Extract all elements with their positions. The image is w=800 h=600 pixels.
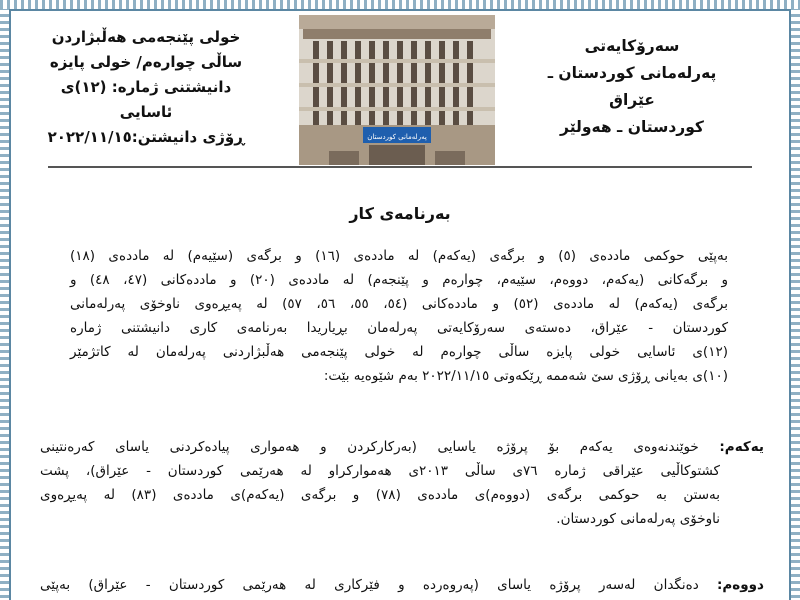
frame-top-border xyxy=(0,0,800,9)
intro-line: کوردستان - عێراق، دەستەی سەرۆکایەتی پەرلەمان بڕیاریدا بەرنامەی کاری دانیشتنی ژمارە xyxy=(70,320,728,336)
parliament-building-image xyxy=(299,15,495,165)
article-text: خوێندنەوەی یەکەم بۆ پرۆژە یاسایی (بەرکارکردن و هەمواری پیادەکردنی یاسای کەرەنتینی xyxy=(40,439,720,455)
article-first xyxy=(40,435,764,531)
article-label: یەکەم: xyxy=(719,439,764,455)
intro-line: بەپێی حوکمی ماددەی (٥) و برگەی (یەکەم) لە ماددەی (١٦) و برگەی (سێیەم) لە ماددەی (١٨) xyxy=(70,248,729,264)
article-line: بەستن بە حوکمی برگەی (دووەم)ی ماددەی (٧٨) و برگەی (یەکەم)ی ماددەی (٨٣) لە پەیڕەوی xyxy=(40,487,720,503)
parliament-line: سەرۆکایەتی xyxy=(584,37,680,55)
parliament-line: پەرلەمانی کوردستان ـ عێراق xyxy=(547,64,717,109)
intro-line: و برگەکانی (یەکەم، دووەم، سێیەم، چوارەم و پێنجەم) لە ماددەی (٢٠) و ماددەکانی (٤٧، ٤٨) و xyxy=(70,272,728,288)
header-divider xyxy=(48,166,752,168)
session-line: ساڵی چوارەم/ خولی پایزە xyxy=(49,53,243,71)
article-line: کشتوکاڵیی عێراقی ژمارە ٧٦ی ساڵی ٢٠١٣ی هەموارکراو لە هەرێمی کوردستان - عێراق)، پشت xyxy=(40,463,720,479)
intro-paragraph xyxy=(70,244,728,388)
article-line: ناوخۆی پەرلەمانی کوردستان. xyxy=(556,511,720,527)
article-first-line xyxy=(40,435,764,459)
intro-line: (١٢)ی ئاسایی خولی پایزە ساڵی چوارەم لە خولی پێنجەمی هەڵبژاردنی پەرلەمان لە کاتژمێر xyxy=(70,344,728,360)
session-line: خولی پێنجەمی هەڵبژاردن xyxy=(51,28,241,46)
article-first-line xyxy=(40,573,764,597)
letterhead xyxy=(11,11,789,171)
intro-line: برگەی (یەکەم) لە ماددەی (٥٢) و ماددەکانی (٥٤، ٥٥، ٥٦، ٥٧) لە پەیڕەوی ناوخۆی پەرلەمانی xyxy=(70,296,729,312)
article-second xyxy=(40,573,764,597)
session-line: دانیشتنی ژمارە: (١٢)ی ئاسایی xyxy=(60,78,232,121)
frame-left-border xyxy=(0,0,9,600)
parliament-line: کوردستان ـ هەولێر xyxy=(560,118,704,136)
frame-right-border xyxy=(791,0,800,600)
parliament-info xyxy=(527,33,737,141)
intro-line: (١٠)ی بەیانی ڕۆژی سێ شەممە ڕێکەوتی ٢٠٢٢/١١/١٥ بەم شێوەیە بێت: xyxy=(323,368,728,384)
page-title: بەرنامەی کار xyxy=(349,204,451,223)
session-line: ڕۆژی دانیشتن:٢٠٢٢/١١/١٥ xyxy=(47,128,245,146)
article-label: دووەم: xyxy=(717,577,764,593)
article-text: دەنگدان لەسەر پرۆژە یاسای (پەروەردە و فێرکاری لە هەرێمی کوردستان - عێراق) بەپێی xyxy=(40,577,718,593)
session-info xyxy=(41,25,251,150)
building-sign-text: پەرلەمانی کوردستان xyxy=(367,133,427,141)
